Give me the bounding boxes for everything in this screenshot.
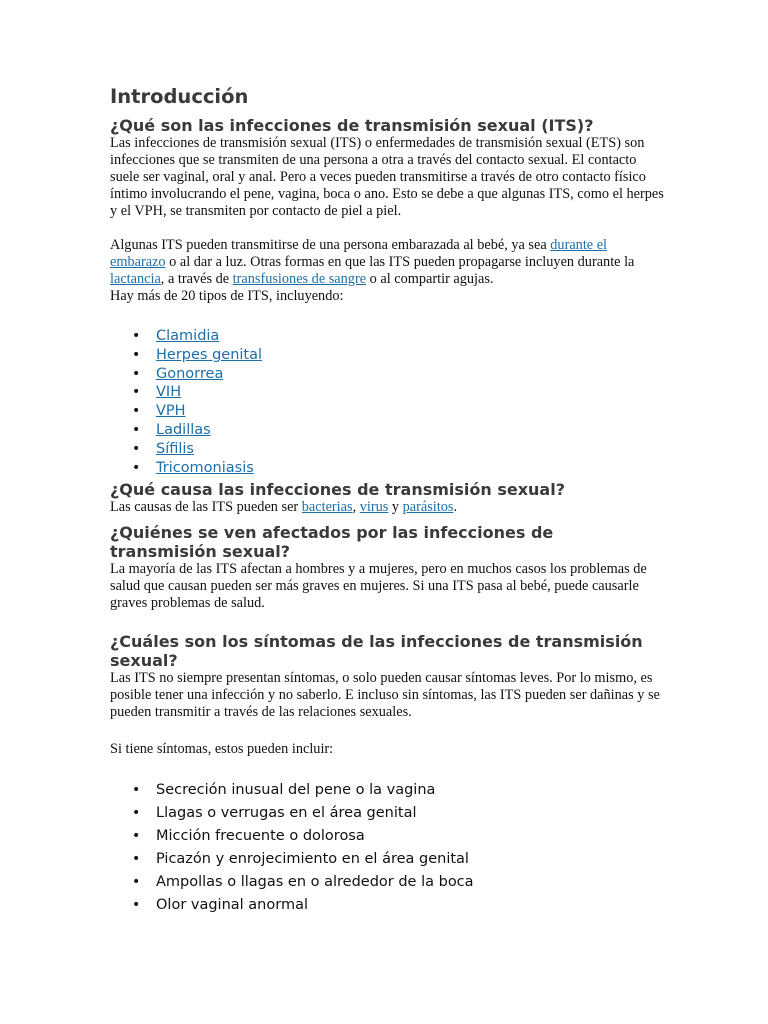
link-vih[interactable]: VIH (156, 384, 182, 401)
link-sifilis[interactable]: Sífilis (156, 440, 194, 457)
symptoms-list (110, 779, 665, 917)
link-transfusiones-de-sangre[interactable]: transfusiones de sangre (232, 271, 367, 287)
paragraph-causes: Las causas de las ITS pueden ser bacterias, virus y parásitos. (110, 499, 458, 516)
link-tricomoniasis[interactable]: Tricomoniasis (156, 459, 254, 476)
list-item (110, 383, 665, 402)
link-vph[interactable]: VPH (156, 403, 186, 420)
list-item (110, 327, 665, 346)
paragraph-transmission: Algunas ITS pueden transmitirse de una persona embarazada al bebé, ya sea durante el embarazo o al dar a luz. Otras formas en que las ITS pueden propagarse incluyen durante la lactancia, a través de transfusiones de sangre o al compartir agujas. (110, 237, 635, 287)
link-parasitos[interactable]: parásitos (402, 499, 454, 516)
link-bacterias[interactable]: bacterias (301, 499, 353, 516)
its-types-list (110, 327, 665, 477)
list-item (110, 440, 665, 459)
link-gonorrea[interactable]: Gonorrea (156, 365, 224, 382)
paragraph-types-intro: Hay más de 20 tipos de ITS, incluyendo: (110, 288, 344, 304)
section-heading-affected: ¿Quiénes se ven afectados por las infecciones de transmisión sexual? (110, 523, 554, 562)
section-heading-what-are-its: ¿Qué son las infecciones de transmisión sexual (ITS)? (110, 116, 594, 135)
list-item: • Picazón y enrojecimiento en el área genital (110, 848, 665, 871)
list-item: • Secreción inusual del pene o la vagina (110, 779, 665, 802)
list-item: • Ampollas o llagas en o alrededor de la boca (110, 871, 665, 894)
paragraph-definition: Las infecciones de transmisión sexual (ITS) o enfermedades de transmisión sexual (ETS) son infecciones que se transmiten de una persona a otra a través del contacto sexual. El contacto suele ser vaginal, oral y anal. Pero a veces pueden transmitirse a través de otro contacto físico íntimo involucrando el pene, vagina, boca o ano. Esto se debe a que algunas ITS, como el herpes y el VPH, se transmiten por contacto de piel a piel. (110, 135, 664, 219)
list-item: • Llagas o verrugas en el área genital (110, 802, 665, 825)
paragraph-symptoms-intro: Las ITS no siempre presentan síntomas, o solo pueden causar síntomas leves. Por lo mismo, es posible tener una infección y no saberlo. E incluso sin síntomas, las ITS pueden ser dañinas y se pueden transmitir a través de las relaciones sexuales. (110, 670, 660, 721)
list-item (110, 402, 665, 421)
list-item (110, 421, 665, 440)
section-heading-symptoms: ¿Cuáles son los síntomas de las infecciones de transmisión sexual? (110, 632, 643, 671)
link-virus[interactable]: virus (359, 499, 389, 516)
link-durante-el-embarazo[interactable]: durante el embarazo (110, 237, 608, 270)
section-heading-causes: ¿Qué causa las infecciones de transmisión sexual? (110, 480, 565, 500)
link-ladillas[interactable]: Ladillas (156, 421, 211, 438)
paragraph-symptoms-list-intro: Si tiene síntomas, estos pueden incluir: (110, 741, 334, 758)
document-page (110, 86, 665, 917)
list-item (110, 459, 665, 478)
list-item (110, 365, 665, 384)
paragraph-affected: La mayoría de las ITS afectan a hombres y a mujeres, pero en muchos casos los problemas de salud que causan pueden ser más graves en mujeres. Si una ITS pasa al bebé, puede causarle graves problemas de salud. (110, 561, 647, 612)
page-title: Introducción (110, 85, 249, 108)
list-item: • Micción frecuente o dolorosa (110, 825, 665, 848)
link-lactancia[interactable]: lactancia (110, 271, 161, 287)
list-item (110, 346, 665, 365)
link-herpes-genital[interactable]: Herpes genital (156, 346, 263, 363)
list-item: • Olor vaginal anormal (110, 894, 665, 917)
link-clamidia[interactable]: Clamidia (156, 328, 220, 344)
